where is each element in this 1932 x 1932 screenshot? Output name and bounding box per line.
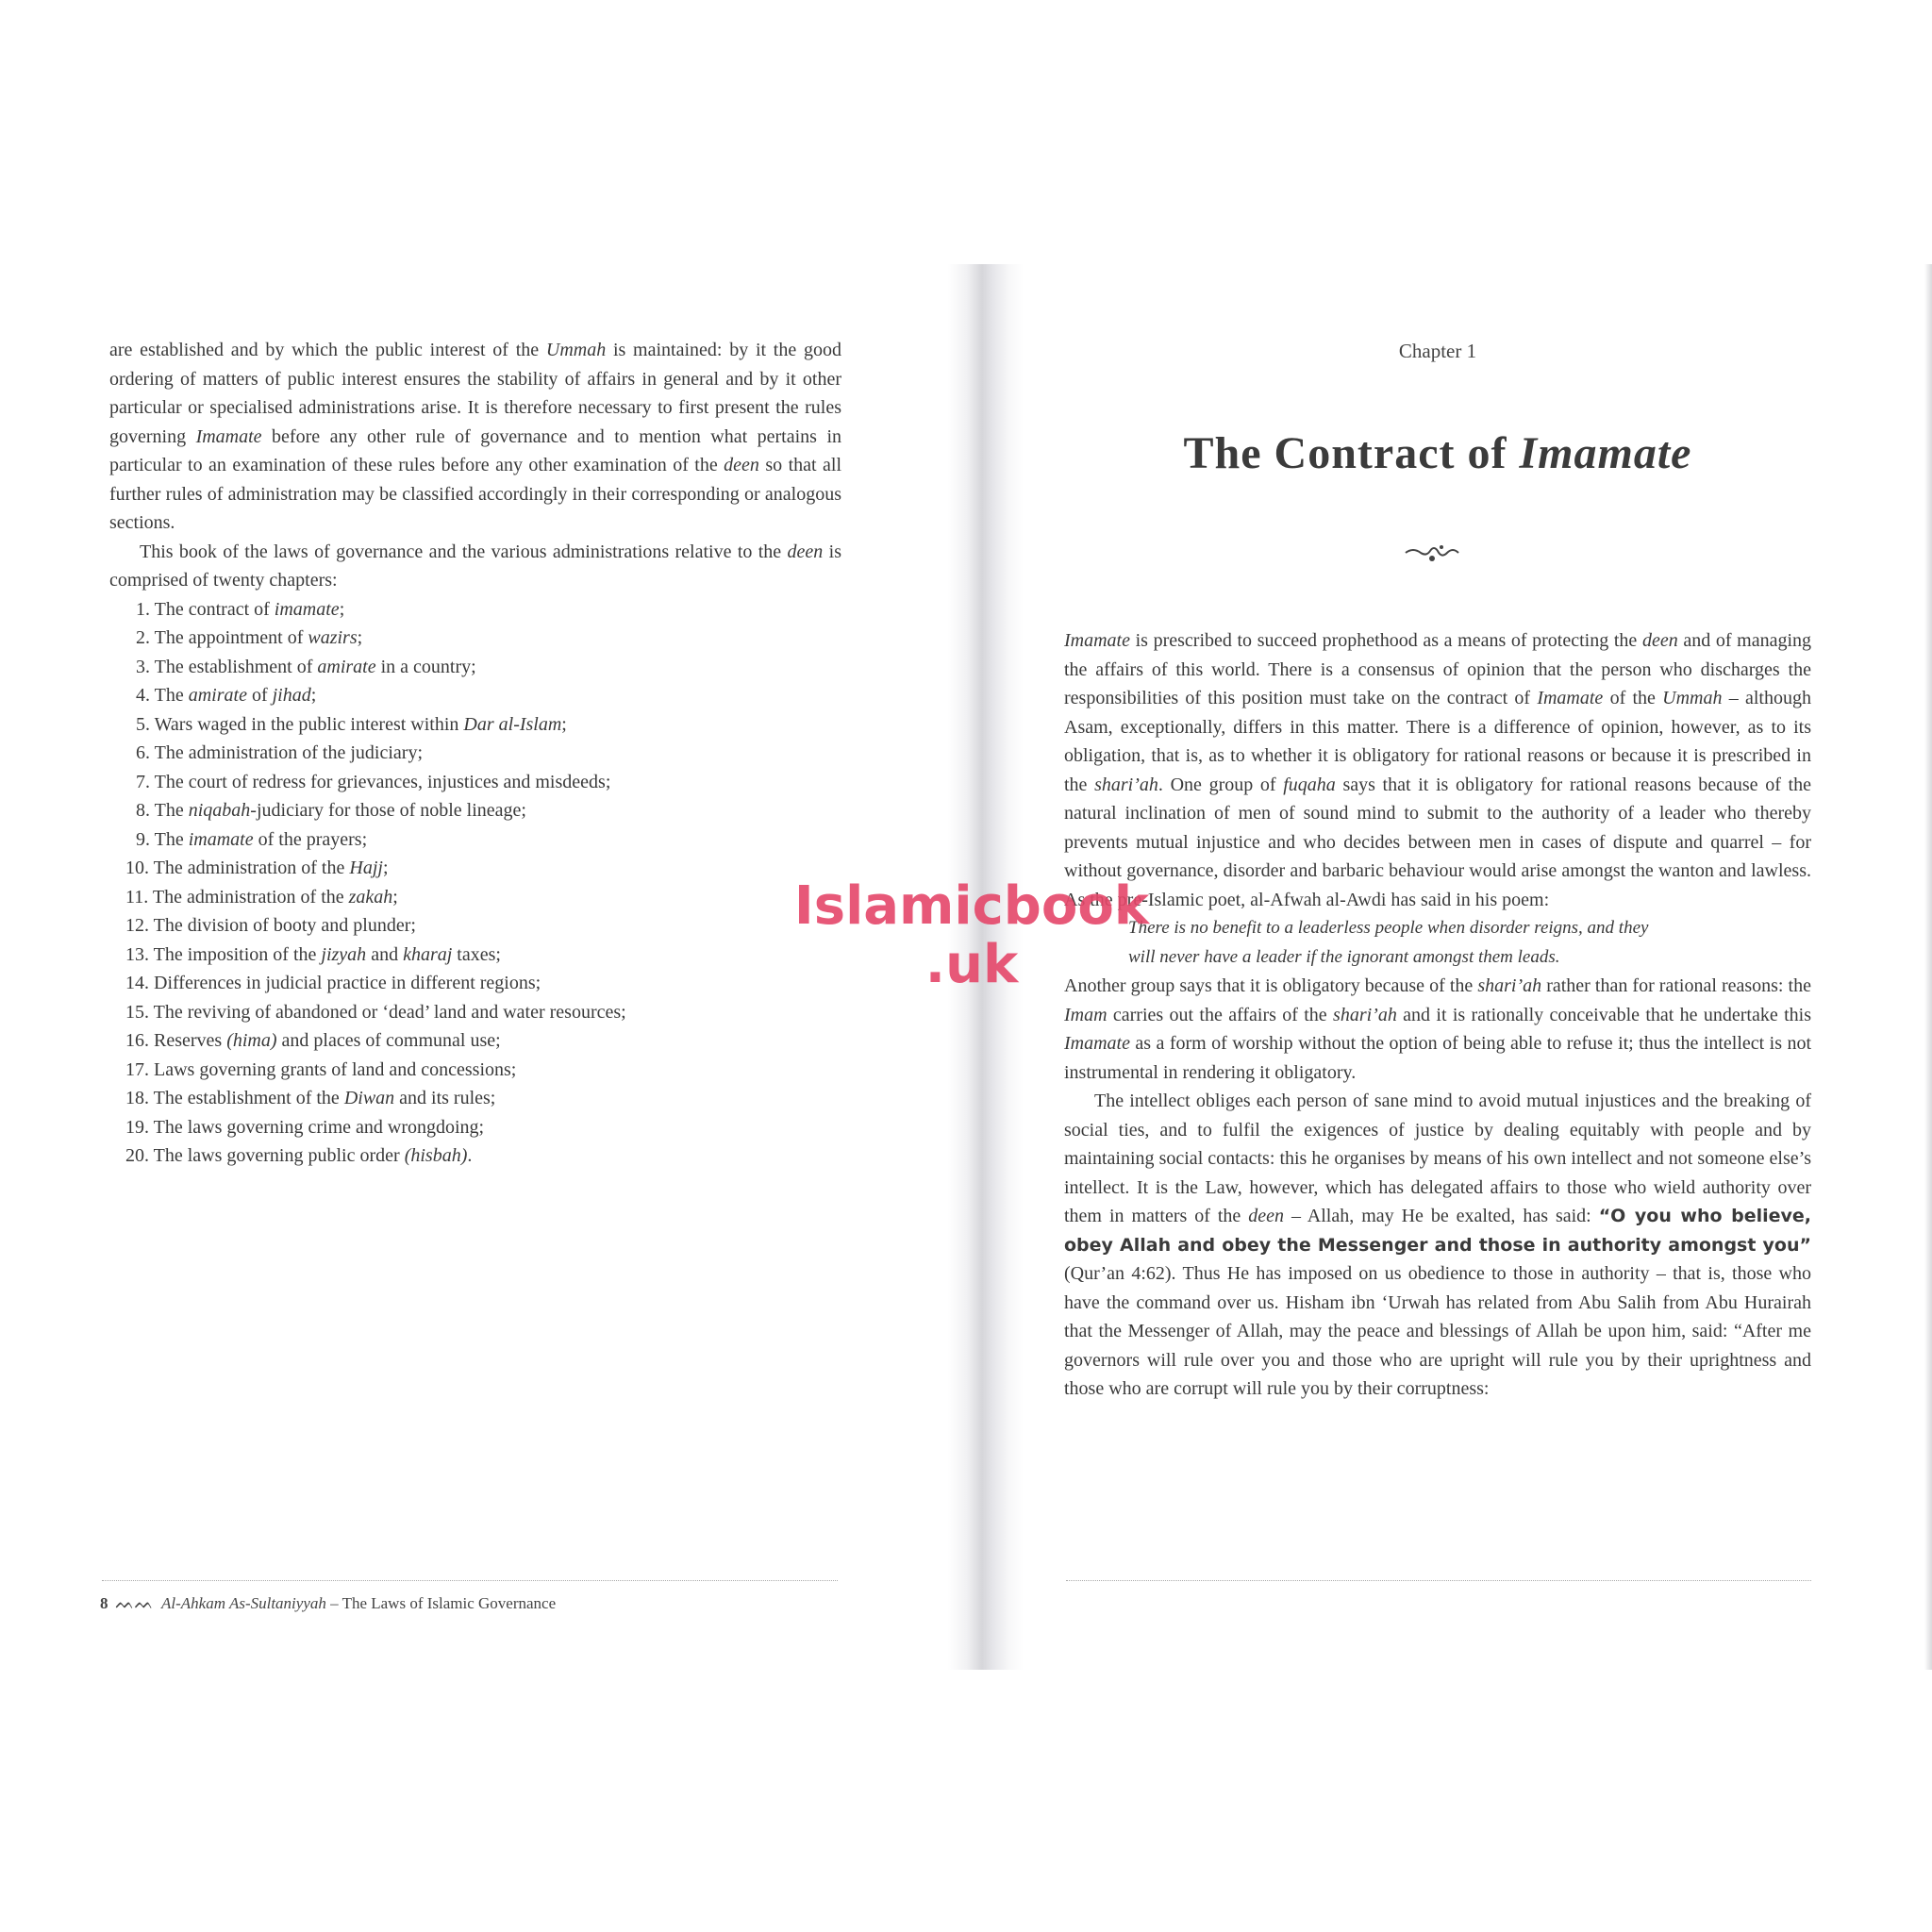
running-title-italic: Al-Ahkam As-Sultaniyyah <box>161 1594 326 1612</box>
paragraph-1: Imamate is prescribed to succeed prophethood as a means of protecting the deen and of managing the affairs of this world. There is a consensus of opinion that the person who discharges the responsibilities of this position must take on the contract of Imamate of the Ummah – although Asam, exceptionally, differs in this matter. There is a difference of opinion, however, as to its obligation, that is, as to whether it is obligatory for rational reasons or because it is prescribed in the shari’ah. One group of fuqaha says that it is obligatory for rational reasons because of the natural inclination of men of sound mind to submit to the authority of a leader who thereby prevents mutual injustice and who decides between men in cases of dispute and quarrel – for without governance, disorder and barbaric behaviour would arise amongst the wanton and lawless. As the pre-Islamic poet, al-Afwah al-Awdi has said in his poem: <box>1064 630 1811 910</box>
list-item: 16. Reserves (hima) and places of communal use; <box>125 1030 501 1051</box>
intro-paragraph: are established and by which the public interest of the Ummah is maintained: by it the good ordering of matters of public interest ensures the stability of affairs in general and by it other particular or specialised administrations arise. It is therefore necessary to first present the rules governing Imamate before any other rule of governance and to mention what pertains in particular to an examination of these rules before any other examination of the deen so that all further rules of administration may be classified accordingly in their corresponding or analogous sections. <box>109 340 841 533</box>
page-edge-shadow <box>1924 264 1932 1670</box>
list-item: 14. Differences in judicial practice in different regions; <box>125 973 541 993</box>
flourish-icon <box>1404 540 1460 566</box>
footer-rule-right <box>1066 1580 1811 1581</box>
list-item: 9. The imamate of the prayers; <box>136 828 368 850</box>
running-title: – The Laws of Islamic Governance <box>325 1594 557 1612</box>
watermark: Islamicbook .uk <box>793 875 1150 995</box>
book-contents-paragraph: This book of the laws of governance and the various administrations relative to the deen is comprised of twenty chapters: <box>109 541 841 591</box>
footer-rule-left <box>102 1580 838 1581</box>
list-item: 12. The division of booty and plunder; <box>125 915 416 936</box>
paragraph-2: Another group says that it is obligatory because of the shari’ah rather than for rational reasons: the Imam carries out the affairs of the shari’ah and it is rationally conceivable that he undertake this Imamate as a form of worship without the option of being able to refuse it; thus the intellect is not instrumental in rendering it obligatory. <box>1064 975 1811 1083</box>
list-item: 10. The administration of the Hajj; <box>125 858 389 878</box>
list-item: 5. Wars waged in the public interest within Dar al-Islam; <box>136 713 567 735</box>
list-item: 7. The court of redress for grievances, injustices and misdeeds; <box>136 771 611 792</box>
list-item: 4. The amirate of jihad; <box>136 685 317 706</box>
list-item: 1. The contract of imamate; <box>136 598 345 620</box>
page-number: 8 <box>100 1594 108 1612</box>
list-item: 8. The niqabah-judiciary for those of noble lineage; <box>136 800 526 821</box>
list-item: 2. The appointment of wazirs; <box>136 627 363 648</box>
list-item: 17. Laws governing grants of land and concessions; <box>125 1058 517 1080</box>
list-item: 19. The laws governing crime and wrongdoing; <box>125 1116 485 1138</box>
chapter-list <box>109 595 841 1171</box>
list-item: 11. The administration of the zakah; <box>125 886 398 908</box>
list-item: 20. The laws governing public order (hisbah). <box>125 1145 473 1166</box>
quran-quote: “O you who believe, obey Allah and obey the Messenger and those in authority amongst you” <box>1064 1206 1811 1256</box>
list-item: 13. The imposition of the jizyah and kharaj taxes; <box>125 943 501 965</box>
list-item: 6. The administration of the judiciary; <box>136 742 424 763</box>
list-item: 15. The reviving of abandoned or ‘dead’ land and water resources; <box>125 1001 626 1023</box>
paragraph-3: The intellect obliges each person of sane mind to avoid mutual injustices and the breaking of social ties, and to fulfil the exigences of justice by dealing equitably with people and by maintaining social contacts: this he organises by means of his own intellect and not someone else’s intellect. It is the Law, however, which has delegated affairs to those who wield authority over them in matters of the deen – Allah, may He be exalted, has said: “O you who believe, obey Allah and obey the Messenger and those in authority amongst you” (Qur’an 4:62). Thus He has imposed on us obedience to those in authority – that is, those who have the command over us. Hisham ibn ‘Urwah has related from Abu Salih from Abu Hurairah that the Messenger of Allah, may the peace and blessings of Allah be upon him, said: “After me governors will rule over you and those who are upright will rule you by their uprightness and those who are corrupt will rule you by their corruptness: <box>1064 1091 1811 1399</box>
chapter-label: Chapter 1 <box>1398 340 1477 362</box>
ornament-icon: ᨓᨓ <box>115 1594 155 1612</box>
left-page <box>109 336 841 1171</box>
list-item: 3. The establishment of amirate in a country; <box>136 656 476 677</box>
right-page <box>1064 626 1811 1404</box>
chapter-title: The Contract of Imamate <box>1183 428 1692 478</box>
poem-quote: There is no benefit to a leaderless people when disorder reigns, and they will never have a leader if the ignorant amongst them leads. <box>1128 918 1649 967</box>
list-item: 18. The establishment of the Diwan and its rules; <box>125 1088 496 1108</box>
page-footer <box>100 1594 556 1613</box>
